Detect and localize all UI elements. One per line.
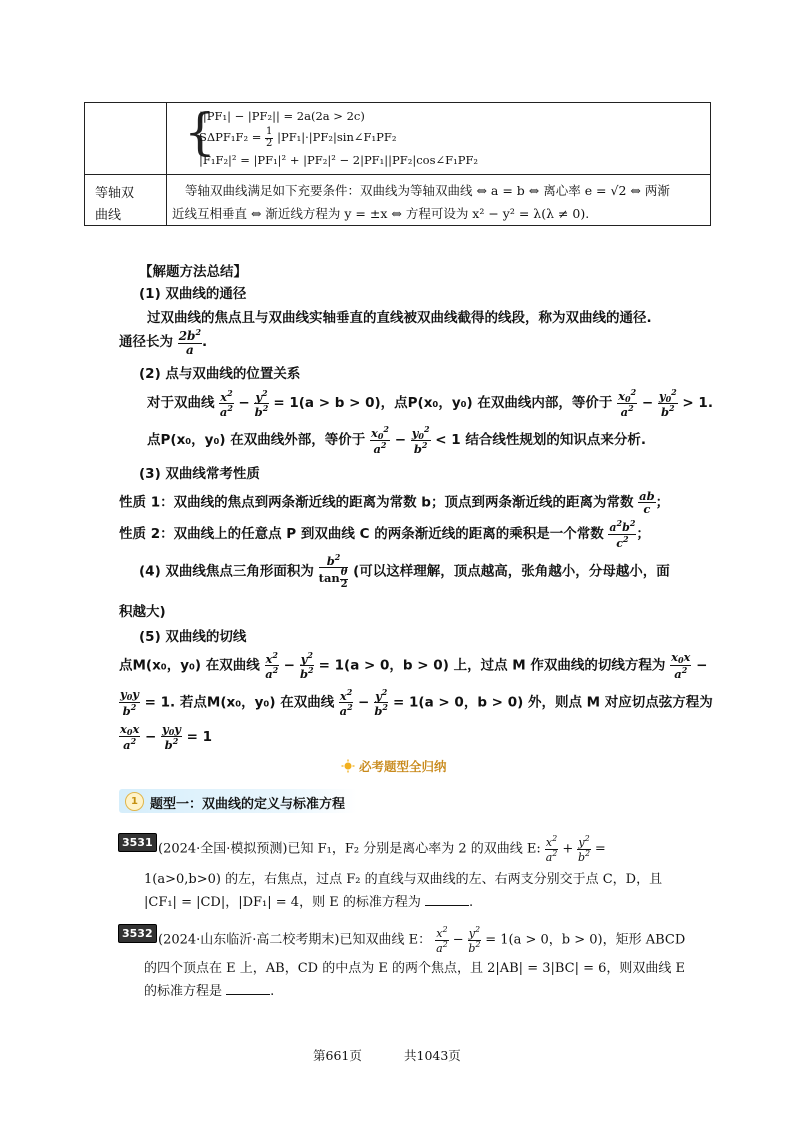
s4-line-2: 积越大) <box>119 604 166 620</box>
section-number-badge: 1 <box>125 792 144 811</box>
equilateral-line-2: 近线互相垂直 ⇔ 渐近线方程为 y = ±x ⇔ 方程可设为 x² − y² = λ(λ ≠ 0). <box>172 206 590 221</box>
banner-text: 必考题型全归纳 <box>359 759 447 774</box>
table-line-2: SΔPF₁F₂ = $\frac{1}{2}$ |PF₁|·|PF₂|sin∠F₁PF₂ <box>199 126 397 149</box>
s2-line-2: 点P(x₀，y₀) 在双曲线外部，等价于 $\frac{x_0^2}{a^2}$ − $\frac{y_0^2}{b^2}$ < 1 结合线性规划的知识点来分析. <box>147 424 646 457</box>
section-title: 题型一：双曲线的定义与标准方程 <box>150 797 346 812</box>
problem-3532-id: 3532 <box>118 924 157 943</box>
s2-title: (2) 点与双曲线的位置关系 <box>139 366 301 382</box>
s1-length: 通径长为 $\frac{2b^2}{a}$ . <box>119 327 208 357</box>
table-line-3: |F₁F₂|² = |PF₁|² + |PF₂|² − 2|PF₁||PF₂|cos∠F₁PF₂ <box>199 153 479 167</box>
answer-blank[interactable] <box>226 984 270 995</box>
footer-page-number: 第661页 <box>313 1048 362 1063</box>
s5-title: (5) 双曲线的切线 <box>139 629 247 645</box>
problem-3531-line-3: |CF₁| = |CD|，|DF₁| = 4，则 E 的标准方程为 . <box>144 895 474 910</box>
section-header <box>119 789 357 813</box>
problem-3532-line-2: 的四个顶点在 E 上，AB，CD 的中点为 E 的两个焦点，且 2|AB| = 3|BC| = 6，则双曲线 E <box>144 961 686 976</box>
table-line-1: ||PF₁| − |PF₂|| = 2a(2a > 2c) <box>199 109 365 123</box>
sun-icon <box>341 759 355 773</box>
problem-3532-line-1: (2024·山东临沂·高二校考期末)已知双曲线 E： $\frac{x^2}{a^2}$ − $\frac{y^2}{b^2}$ = 1(a > 0，b > 0)，矩形 ABCD <box>158 925 686 955</box>
s1-title: (1) 双曲线的通径 <box>139 286 247 302</box>
answer-blank[interactable] <box>425 895 469 906</box>
s5-line-2: $\frac{y_0y}{b^2}$ = 1. 若点M(x₀，y₀) 在双曲线 $\frac{x^2}{a^2}$ − $\frac{y^2}{b^2}$ = 1(a > 0，b > 0) 外，则点 M 对应切点弦方程为 <box>120 687 713 719</box>
summary-heading: 【解题方法总结】 <box>139 264 247 280</box>
problem-3531-line-1: (2024·全国·模拟预测)已知 F₁，F₂ 分别是离心率为 2 的双曲线 E: $\frac{x^2}{a^2}$ + $\frac{y^2}{b^2}$ = <box>158 834 606 864</box>
s1-text: 过双曲线的焦点且与双曲线实轴垂直的直线被双曲线截得的线段，称为双曲线的通径. <box>147 310 652 326</box>
problem-3531-id: 3531 <box>118 833 157 852</box>
formula-table <box>84 102 711 226</box>
problem-3532-line-3: 的标准方程是 . <box>144 984 275 999</box>
s3-title: (3) 双曲线常考性质 <box>139 466 260 482</box>
problem-3531-line-2: 1(a>0,b>0) 的左，右焦点，过点 F₂ 的直线与双曲线的左、右两支分别交于点 C，D，且 <box>144 872 663 887</box>
s3-property-2: 性质 2：双曲线上的任意点 P 到双曲线 C 的两条渐近线的距离的乘积是一个常数 $\frac{a^2b^2}{c^2}$ ； <box>119 518 650 550</box>
must-test-banner <box>341 757 447 775</box>
row-label-equilateral: 等轴双 <box>95 186 135 201</box>
s5-line-1: 点M(x₀，y₀) 在双曲线 $\frac{x^2}{a^2}$ − $\frac{y^2}{b^2}$ = 1(a > 0，b > 0) 上，过点 M 作双曲线的切线方程为 $\frac{x_0x}{a^2}$ − <box>119 650 708 682</box>
system-brace: { <box>184 103 216 161</box>
footer-total-pages: 共1043页 <box>404 1048 461 1063</box>
s5-line-3: $\frac{x_0x}{a^2}$ − $\frac{y_0y}{b^2}$ = 1 <box>120 722 213 753</box>
equilateral-line-1: 等轴双曲线满足如下充要条件：双曲线为等轴双曲线 ⇔ a = b ⇔ 离心率 e = √2 ⇔ 两渐 <box>185 183 670 198</box>
row-label-hyperbola: 曲线 <box>95 208 122 223</box>
s3-property-1: 性质 1：双曲线的焦点到两条渐近线的距离为常数 b；顶点到两条渐近线的距离为常数 $\frac{ab}{c}$ ； <box>119 489 670 517</box>
s2-line-1: 对于双曲线 $\frac{x^2}{a^2}$ − $\frac{y^2}{b^2}$ = 1(a > b > 0)，点P(x₀，y₀) 在双曲线内部，等价于 $\frac{x_0^2}{a^2}$ − $\frac{y_0^2}{b^2}$ > 1. <box>147 387 713 420</box>
s4-line-1: (4) 双曲线焦点三角形面积为 $b^2$ tan $\frac{\theta}{2}$ (可以这样理解，顶点越高，张角越小，分母越小，面 <box>139 552 670 590</box>
